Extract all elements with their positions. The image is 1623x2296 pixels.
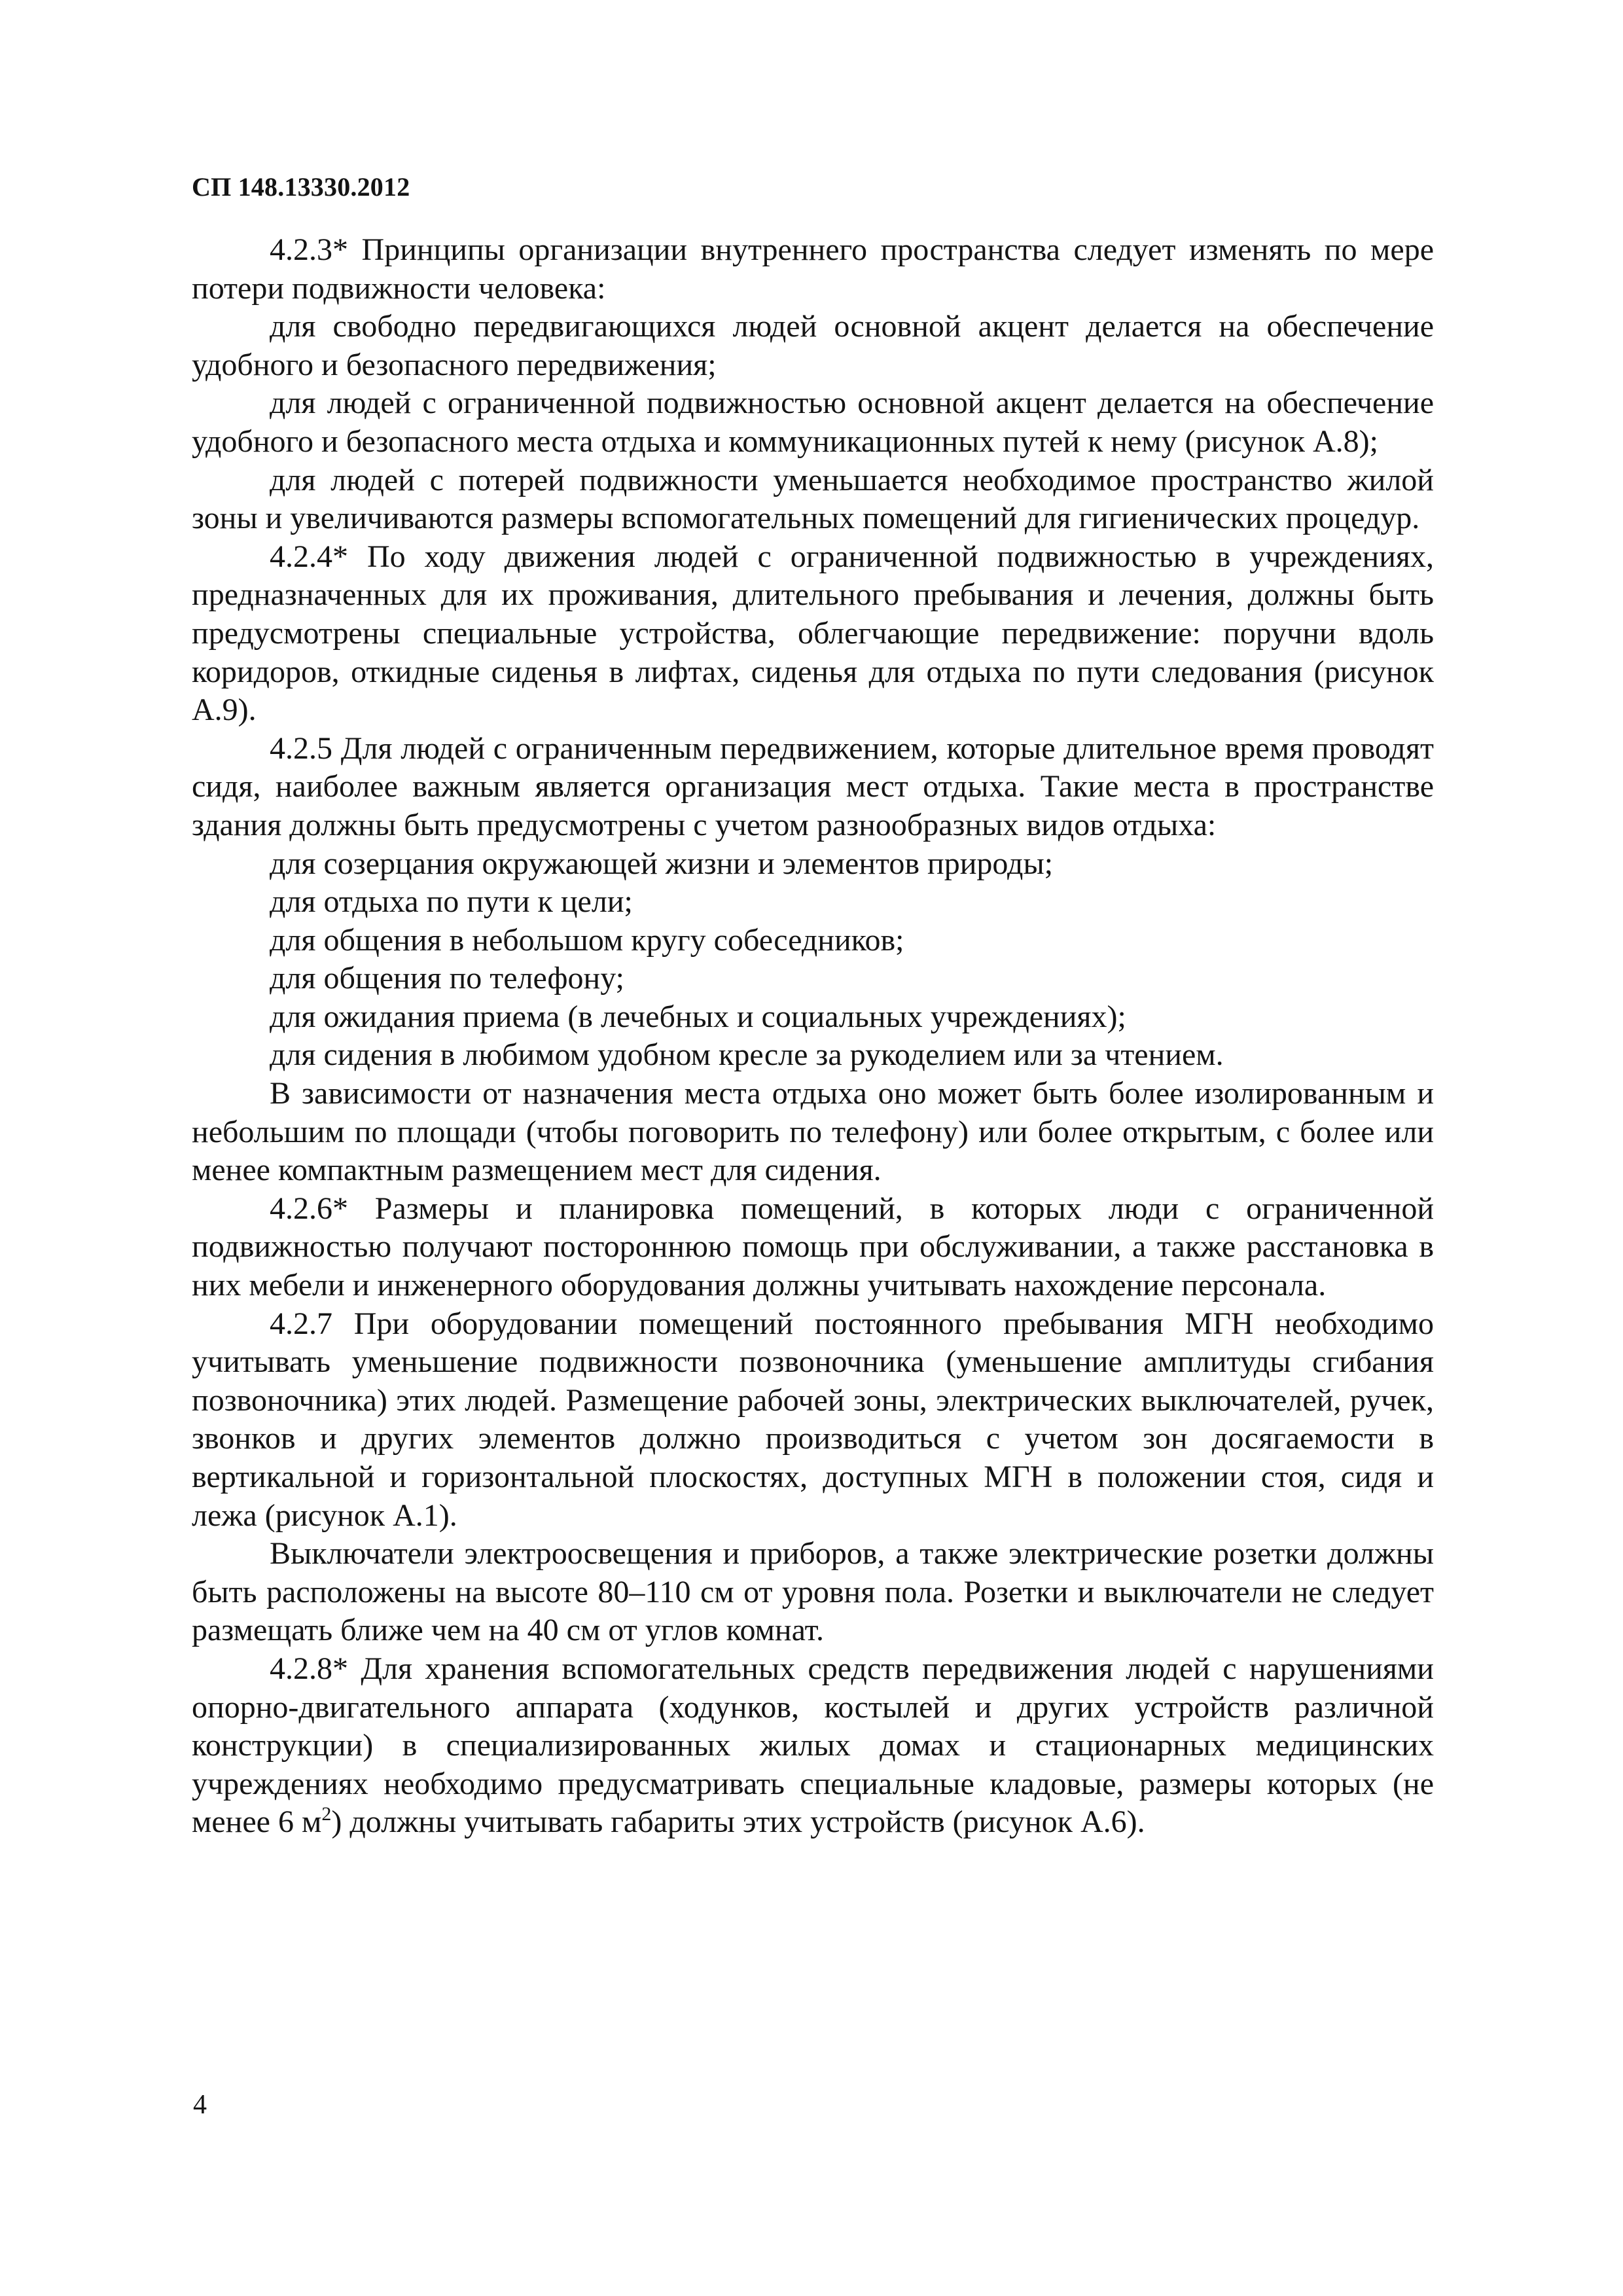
paragraph-4-2-4: 4.2.4* По ходу движения людей с ограниченной подвижностью в учреждениях, предназначенных для их проживания, длительного пребывания и лечения, должны быть предусмотрены специальные устройства, облегчающие передвижение: поручни вдоль коридоров, откидные сиденья в лифтах, сиденья для отдыха по пути следования (рисунок А.9). (192, 539, 1434, 728)
page-number: 4 (193, 2090, 207, 2120)
rest-type-contemplation: для созерцания окружающей жизни и элементов природы; (270, 846, 1054, 881)
paragraph-rest-place-isolation: В зависимости от назначения места отдыха оно может быть более изолированным и небольшим по площади (чтобы поговорить по телефону) или более открытым, с более или менее компактным размещением мест для сидения. (192, 1076, 1434, 1188)
paragraph-4-2-6: 4.2.6* Размеры и планировка помещений, в которых люди с ограниченной подвижностью получают постороннюю помощь при обслуживании, а также расстановка в них мебели и инженерного оборудования должны учитывать нахождение персонала. (192, 1191, 1434, 1303)
superscript-two: 2 (321, 1803, 332, 1825)
rest-type-small-group: для общения в небольшом кругу собеседников; (270, 922, 904, 958)
paragraph-4-2-8 (192, 1650, 1434, 1842)
paragraph-4-2-8-text-end: ) должны учитывать габариты этих устройств (рисунок А.6). (331, 1804, 1145, 1840)
list-item-limited-mobility: для людей с ограниченной подвижностью основной акцент делается на обеспечение удобного и безопасного места отдыха и коммуникационных путей к нему (рисунок А.8); (192, 386, 1434, 459)
document-header: СП 148.13330.2012 (192, 172, 410, 202)
rest-type-phone: для общения по телефону; (270, 961, 624, 996)
paragraph-4-2-7: 4.2.7 При оборудовании помещений постоянного пребывания МГН необходимо учитывать уменьшение подвижности позвоночника (уменьшение амплитуды сгибания позвоночника) этих людей. Размещение рабочей зоны, электрических выключателей, ручек, звонков и других элементов должно производиться с учетом зон досягаемости в вертикальной и горизонтальной плоскостях, доступных МГН в положении стоя, сидя и лежа (рисунок А.1). (192, 1306, 1434, 1533)
rest-type-waiting: для ожидания приема (в лечебных и социальных учреждениях); (270, 999, 1126, 1034)
paragraph-4-2-5: 4.2.5 Для людей с ограниченным передвижением, которые длительное время проводят сидя, наиболее важным является организация мест отдыха. Такие места в пространстве здания должны быть предусмотрены с учетом разнообразных видов отдыха: (192, 730, 1434, 842)
paragraph-4-2-8-text: 4.2.8* Для хранения вспомогательных средств передвижения людей с нарушениями опорно-двигательного аппарата (ходунков, костылей и других устройств различной конструкции) в специализированных жилых домах и стационарных медицинских учреждениях необходимо предусматривать специальные кладовые, размеры которых (не менее 6 м (192, 1651, 1434, 1840)
document-body (192, 231, 1434, 1842)
paragraph-switches-sockets: Выключатели электроосвещения и приборов, а также электрические розетки должны быть расположены на высоте 80–110 см от уровня пола. Розетки и выключатели не следует размещать ближе чем на 40 см от углов комнат. (192, 1536, 1434, 1648)
rest-type-on-the-way: для отдыха по пути к цели; (270, 884, 633, 920)
paragraph-4-2-3: 4.2.3* Принципы организации внутреннего пространства следует изменять по мере потери подвижности человека: (192, 232, 1434, 306)
list-item-loss-of-mobility: для людей с потерей подвижности уменьшается необходимое пространство жилой зоны и увеличиваются размеры вспомогательных помещений для гигиенических процедур. (192, 462, 1434, 536)
list-item-free-movement: для свободно передвигающихся людей основной акцент делается на обеспечение удобного и безопасного передвижения; (192, 309, 1434, 382)
rest-type-armchair: для сидения в любимом удобном кресле за рукоделием или за чтением. (270, 1037, 1224, 1073)
